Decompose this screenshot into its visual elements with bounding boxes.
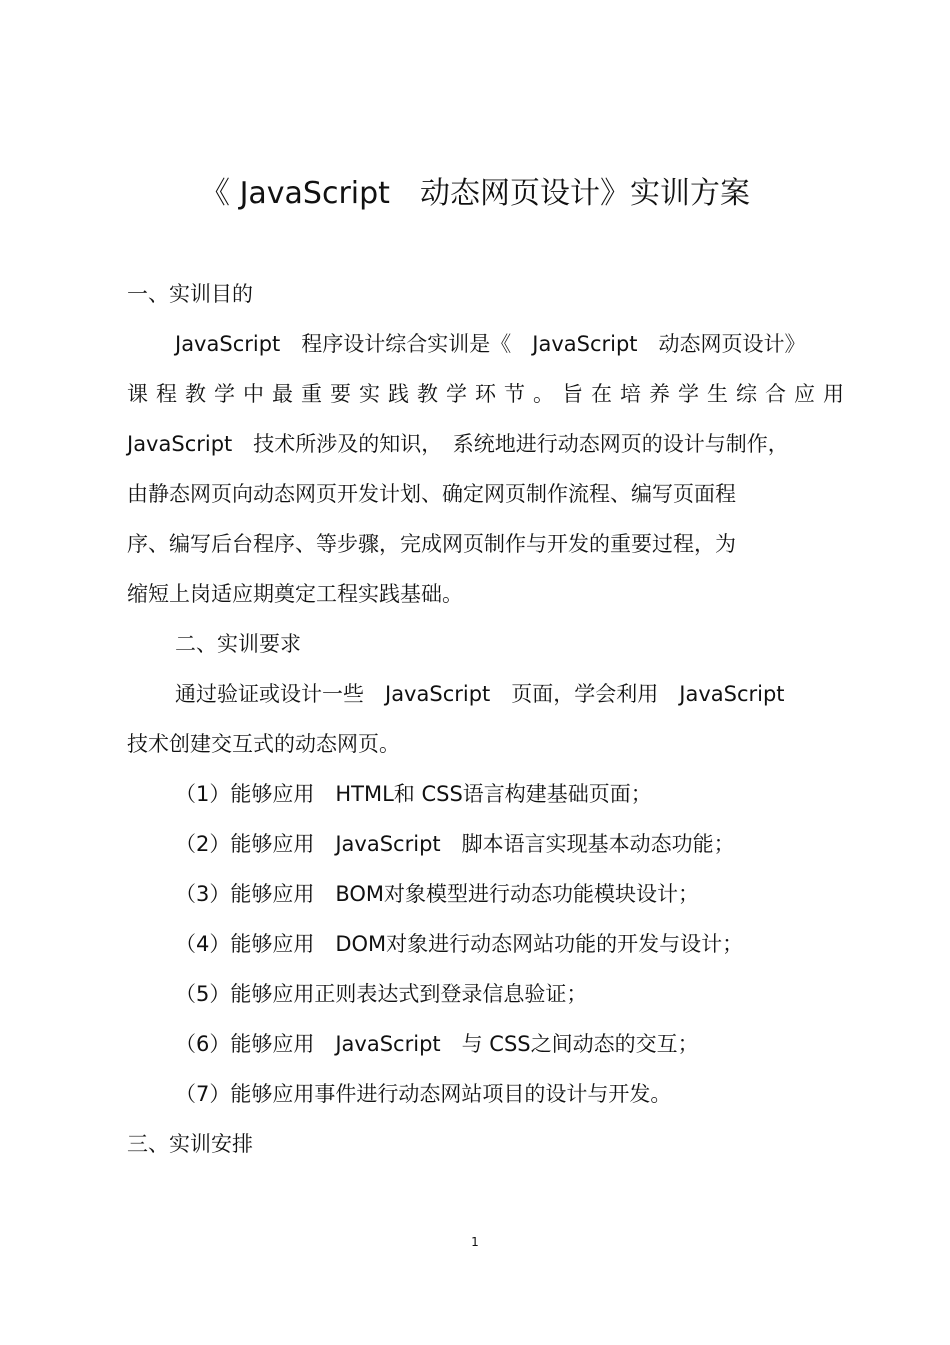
section-heading-1: 一、实训目的 [127, 282, 253, 306]
paragraph-1-line-5: 序、编写后台程序、等步骤，完成网页制作与开发的重要过程，为 [127, 532, 736, 556]
paragraph-1-line-6: 缩短上岗适应期奠定工程实践基础。 [127, 582, 463, 606]
requirement-item-7: （7）能够应用事件进行动态网站项目的设计与开发。 [175, 1082, 672, 1106]
requirement-item-5: （5）能够应用正则表达式到登录信息验证； [175, 982, 588, 1006]
paragraph-1-line-3: JavaScript 技术所涉及的知识， 系统地进行动态网页的设计与制作， [127, 432, 789, 456]
paragraph-1-line-4: 由静态网页向动态网页开发计划、确定网页制作流程、编写页面程 [127, 482, 736, 506]
paragraph-1-line-1: JavaScript 程序设计综合实训是《 JavaScript 动态网页设计》 [175, 332, 806, 356]
paragraph-1-line-2: 课程教学中最重要实践教学环节。旨在培养学生综合应用 [127, 382, 852, 406]
requirement-item-3: （3）能够应用 BOM对象模型进行动态功能模块设计； [175, 882, 700, 906]
paragraph-2-line-2: 技术创建交互式的动态网页。 [127, 732, 400, 756]
section-heading-3: 三、实训安排 [127, 1132, 253, 1156]
requirement-item-1: （1）能够应用 HTML和 CSS语言构建基础页面； [175, 782, 652, 806]
paragraph-2-line-1: 通过验证或设计一些 JavaScript 页面，学会利用 JavaScript [175, 682, 785, 706]
requirement-item-6: （6）能够应用 JavaScript 与 CSS之间动态的交互； [175, 1032, 699, 1056]
document-title: 《 JavaScript 动态网页设计》实训方案 [200, 176, 750, 211]
section-heading-2: 二、实训要求 [175, 632, 301, 656]
requirement-item-4: （4）能够应用 DOM对象进行动态网站功能的开发与设计； [175, 932, 744, 956]
requirement-item-2: （2）能够应用 JavaScript 脚本语言实现基本动态功能； [175, 832, 735, 856]
page-number: 1 [471, 1235, 479, 1249]
